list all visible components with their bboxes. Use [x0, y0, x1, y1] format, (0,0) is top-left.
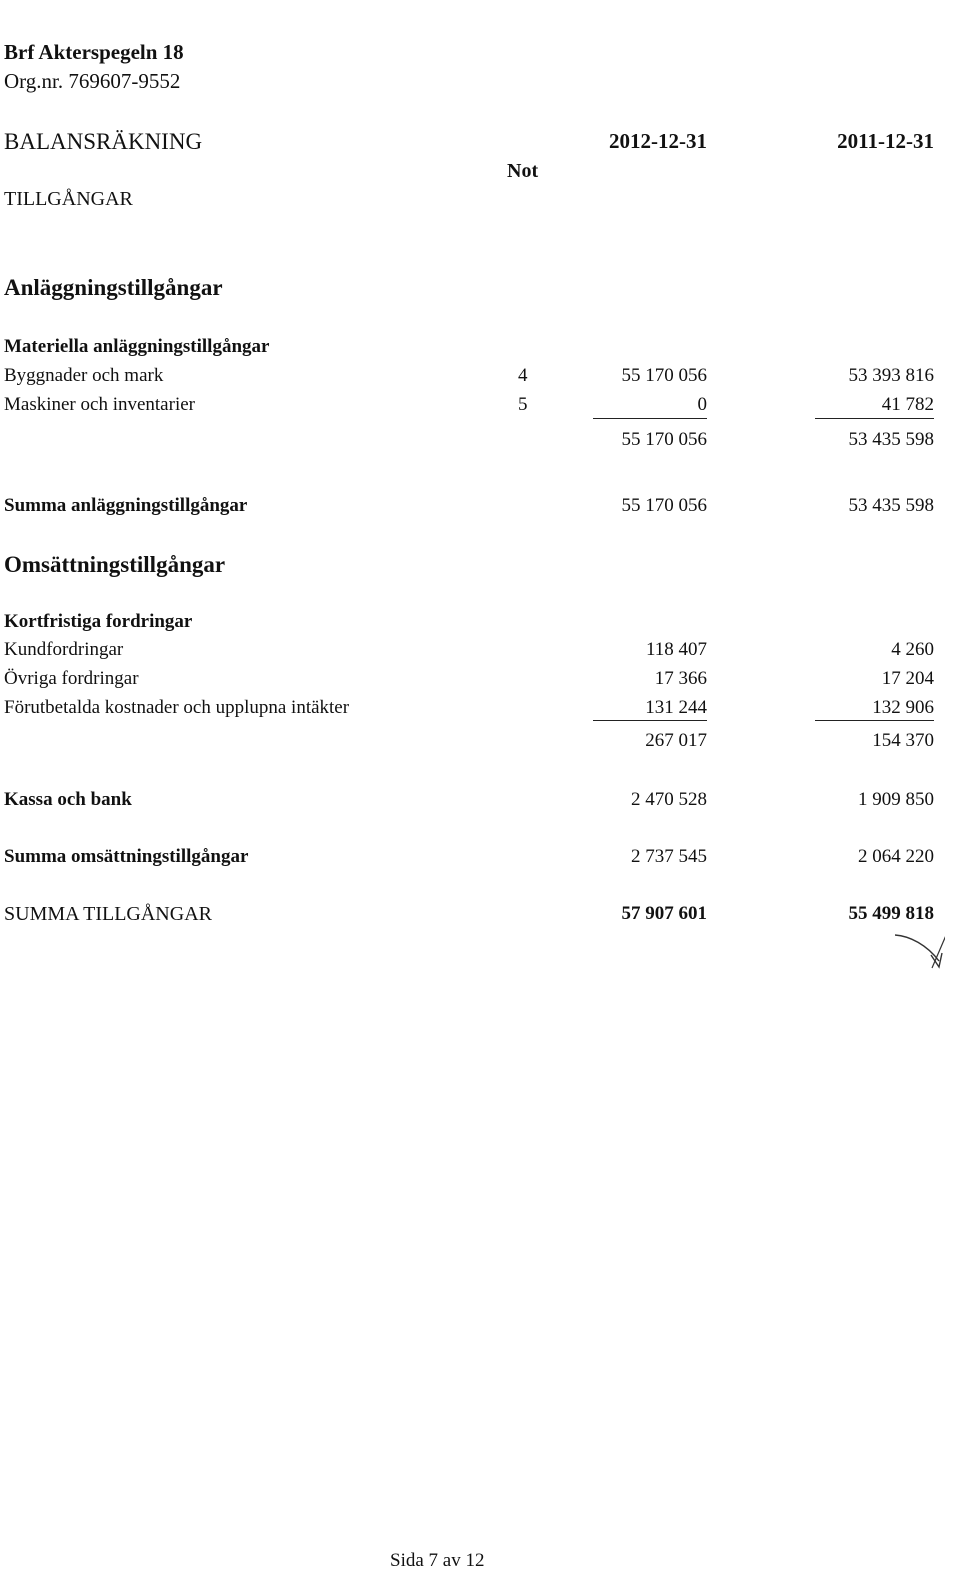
assets-label: TILLGÅNGAR	[4, 188, 133, 210]
grand-total-label: SUMMA TILLGÅNGAR	[4, 903, 212, 925]
column-header-2011: 2011-12-31	[837, 129, 934, 153]
row-value-2011: 41 782	[881, 394, 934, 415]
handwritten-check-mark-icon	[895, 905, 945, 975]
total-value-2011: 53 435 598	[848, 495, 934, 516]
page-number: Sida 7 av 12	[390, 1550, 485, 1571]
subtotal-rule-2012	[593, 720, 707, 721]
total-label-fixed-assets: Summa anläggningstillgångar	[4, 495, 248, 516]
subtotal-value-2011: 53 435 598	[848, 429, 934, 450]
row-label: Förutbetalda kostnader och upplupna intäkter	[4, 697, 350, 718]
row-label: Byggnader och mark	[4, 365, 164, 386]
grand-total-value-2011: 55 499 818	[848, 903, 934, 924]
row-label: Övriga fordringar	[4, 668, 139, 689]
row-note: 5	[518, 394, 528, 415]
row-value-2011: 17 204	[881, 668, 934, 689]
cash-value-2011: 1 909 850	[858, 789, 934, 810]
row-value-2012: 131 244	[645, 697, 707, 718]
row-value-2012: 118 407	[645, 639, 707, 660]
company-name: Brf Akterspegeln 18	[4, 40, 184, 64]
row-value-2012: 17 366	[654, 668, 707, 689]
subheading-short-term-receivables: Kortfristiga fordringar	[4, 611, 193, 632]
row-value-2011: 132 906	[872, 697, 934, 718]
org-number: Org.nr. 769607-9552	[4, 69, 181, 93]
statement-title: BALANSRÄKNING	[4, 129, 203, 154]
row-value-2012: 0	[697, 394, 707, 415]
column-header-2012: 2012-12-31	[609, 129, 707, 153]
row-note: 4	[518, 365, 528, 386]
cash-and-bank-label: Kassa och bank	[4, 789, 132, 810]
row-value-2011: 53 393 816	[848, 365, 934, 386]
section-heading-current-assets: Omsättningstillgångar	[4, 552, 226, 577]
total-value-2011: 2 064 220	[858, 846, 934, 867]
subtotal-value-2012: 267 017	[645, 730, 707, 751]
row-value-2011: 4 260	[891, 639, 934, 660]
grand-total-value-2012: 57 907 601	[621, 903, 707, 924]
subtotal-rule-2011	[815, 720, 934, 721]
subtotal-rule-2011	[815, 418, 934, 419]
total-value-2012: 2 737 545	[631, 846, 707, 867]
note-column-header: Not	[507, 160, 539, 182]
row-label: Kundfordringar	[4, 639, 124, 660]
row-label: Maskiner och inventarier	[4, 394, 195, 415]
subtotal-value-2012: 55 170 056	[621, 429, 707, 450]
subheading-tangible-assets: Materiella anläggningstillgångar	[4, 336, 270, 357]
section-heading-fixed-assets: Anläggningstillgångar	[4, 275, 223, 300]
subtotal-value-2011: 154 370	[872, 730, 934, 751]
cash-value-2012: 2 470 528	[631, 789, 707, 810]
total-label-current-assets: Summa omsättningstillgångar	[4, 846, 249, 867]
row-value-2012: 55 170 056	[621, 365, 707, 386]
subtotal-rule-2012	[593, 418, 707, 419]
total-value-2012: 55 170 056	[621, 495, 707, 516]
